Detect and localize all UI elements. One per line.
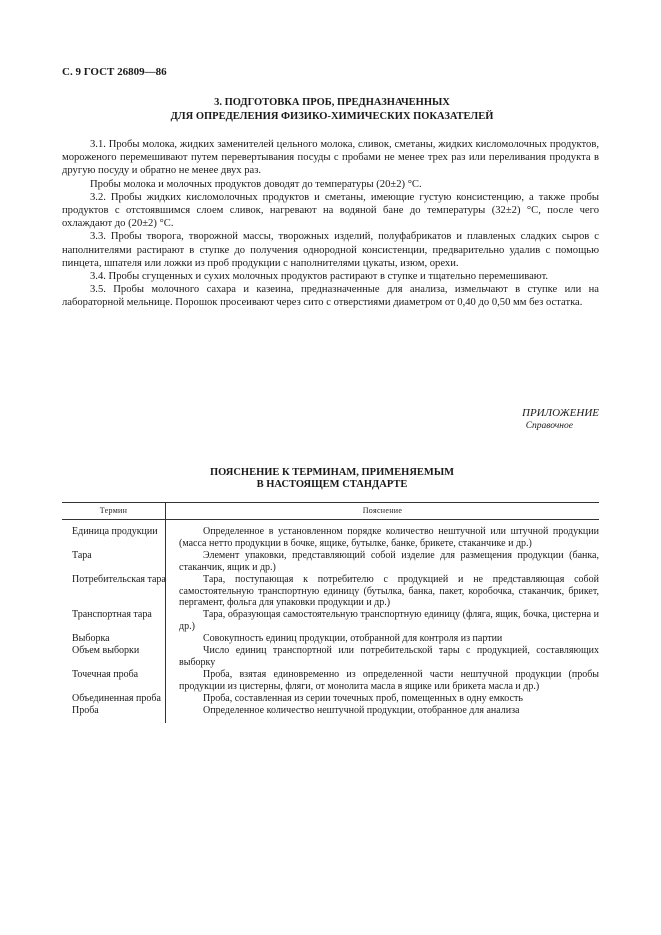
paragraph-3-4: 3.4. Пробы сгущенных и сухих молочных продуктов растирают в ступке и тщательно перемешивают. xyxy=(90,271,549,283)
term-cell: Потребительская тара xyxy=(72,573,166,585)
section-title-line-1: 3. ПОДГОТОВКА ПРОБ, ПРЕДНАЗНАЧЕННЫХ xyxy=(214,97,450,108)
section-title xyxy=(62,96,602,124)
table-row xyxy=(62,526,599,550)
table-row xyxy=(62,574,599,610)
paragraph-3-2: 3.2. Пробы жидких кисломолочных продуктов и сметаны, имеющие густую консистенцию, а также пробы продуктов с отстоявшимся слоем сливок, нагревают на водяной бане до температуры (32±2) °С, после чего охлаждают до (20±2) °С. xyxy=(62,191,599,230)
definition-text: Элемент упаковки, представляющий собой изделие для размещения продукции (банка, стаканчик, ящик и др.) xyxy=(179,549,599,573)
term-cell: Объединенная проба xyxy=(72,692,161,704)
appendix-title xyxy=(62,467,602,491)
appendix-sublabel: Справочное xyxy=(525,421,573,431)
table-row xyxy=(62,633,599,645)
definition-text: Определенное количество нештучной продукции, отобранное для анализа xyxy=(203,704,520,716)
definition-text: Проба, взятая единовременно из определенной части нештучной продукции (пробы продукции из цистерны, фляги, от монолита масла в ящике или брикета масла и др.) xyxy=(179,668,599,692)
definition-text: Определенное в установленном порядке количество нештучной или штучной продукции (масса нетто продукции в бочке, ящике, бутылке, банке, брикете, стаканчике и др.) xyxy=(179,526,599,549)
definition-cell xyxy=(165,550,599,574)
paragraph-3-3: 3.3. Пробы творога, творожной массы, творожных изделий, полуфабрикатов и плавленых сладких сыров с наполнителями растирают в ступке до получения однородной консистенции, предварительно удалив с помощью пинцета, шпателя или ложки из проб продукции с наполнителями цукаты, изюм, орехи. xyxy=(62,231,599,269)
section-body xyxy=(62,138,599,310)
term-cell: Точечная проба xyxy=(72,668,139,680)
definition-cell xyxy=(165,693,599,705)
definition-cell xyxy=(165,645,599,669)
term-cell: Единица продукции xyxy=(72,526,158,537)
table-body xyxy=(62,520,599,717)
definition-cell xyxy=(165,526,599,550)
appendix-label: ПРИЛОЖЕНИЕ xyxy=(522,407,599,419)
definition-text: Совокупность единиц продукции, отобранной для контроля из партии xyxy=(203,633,503,645)
term-cell: Транспортная тара xyxy=(72,609,152,621)
header-term: Термин xyxy=(62,503,166,519)
table-header xyxy=(62,502,599,520)
table-row xyxy=(62,693,599,705)
appendix-title-line-2: В НАСТОЯЩЕМ СТАНДАРТЕ xyxy=(256,479,408,490)
definition-text: Тара, образующая самостоятельную транспортную единицу (фляга, ящик, бочка, цистерна и др.) xyxy=(179,609,599,633)
table-row xyxy=(62,550,599,574)
paragraph-3-5: 3.5. Пробы молочного сахара и казеина, предназначенные для анализа, измельчают в ступке или на лабораторной мельнице. Порошок просеивают через сито с отверстиями диаметром от 0,40 до 0,50 мм без остатка. xyxy=(62,284,599,309)
definition-text: Проба, составленная из серии точечных проб, помещенных в одну емкость xyxy=(203,692,523,704)
definition-cell xyxy=(165,705,599,717)
paragraph-3-1-temp: Пробы молока и молочных продуктов доводят до температуры (20±2) °С. xyxy=(90,178,422,190)
definition-cell xyxy=(165,574,599,610)
term-cell: Выборка xyxy=(72,633,110,645)
term-cell: Проба xyxy=(72,704,99,716)
section-title-line-2: ДЛЯ ОПРЕДЕЛЕНИЯ ФИЗИКО-ХИМИЧЕСКИХ ПОКАЗАТЕЛЕЙ xyxy=(170,111,494,122)
table-row xyxy=(62,705,599,717)
definition-text: Тара, поступающая к потребителю с продукцией и не представляющая собой самостоятельную транспортную единицу (бутылка, банка, пакет, коробочка, стаканчик, брикет, пергамент, фольга для упаковки продукции и др.) xyxy=(179,573,599,609)
definition-cell xyxy=(165,669,599,693)
definition-text: Число единиц транспортной или потребительской тары с продукцией, составляющих выборку xyxy=(179,645,599,668)
definition-cell xyxy=(165,609,599,633)
appendix-title-line-1: ПОЯСНЕНИЕ К ТЕРМИНАМ, ПРИМЕНЯЕМЫМ xyxy=(209,467,455,478)
terms-table xyxy=(62,502,599,717)
definition-cell xyxy=(165,633,599,645)
appendix-label-block xyxy=(522,407,599,433)
table-row xyxy=(62,645,599,669)
page-header: С. 9 ГОСТ 26809—86 xyxy=(62,66,167,78)
table-row xyxy=(62,609,599,633)
term-cell: Объем выборки xyxy=(72,645,140,657)
term-cell: Тара xyxy=(72,549,92,561)
table-row xyxy=(62,669,599,693)
paragraph-3-1: 3.1. Пробы молока, жидких заменителей цельного молока, сливок, сметаны, жидких кисломолочных продуктов, мороженого перемешивают путем перевертывания посуды с пробами не менее трех раз или переливания продукта в другую посуду и обратно не менее двух раз. xyxy=(62,139,599,177)
header-explanation: Пояснение xyxy=(362,506,403,515)
